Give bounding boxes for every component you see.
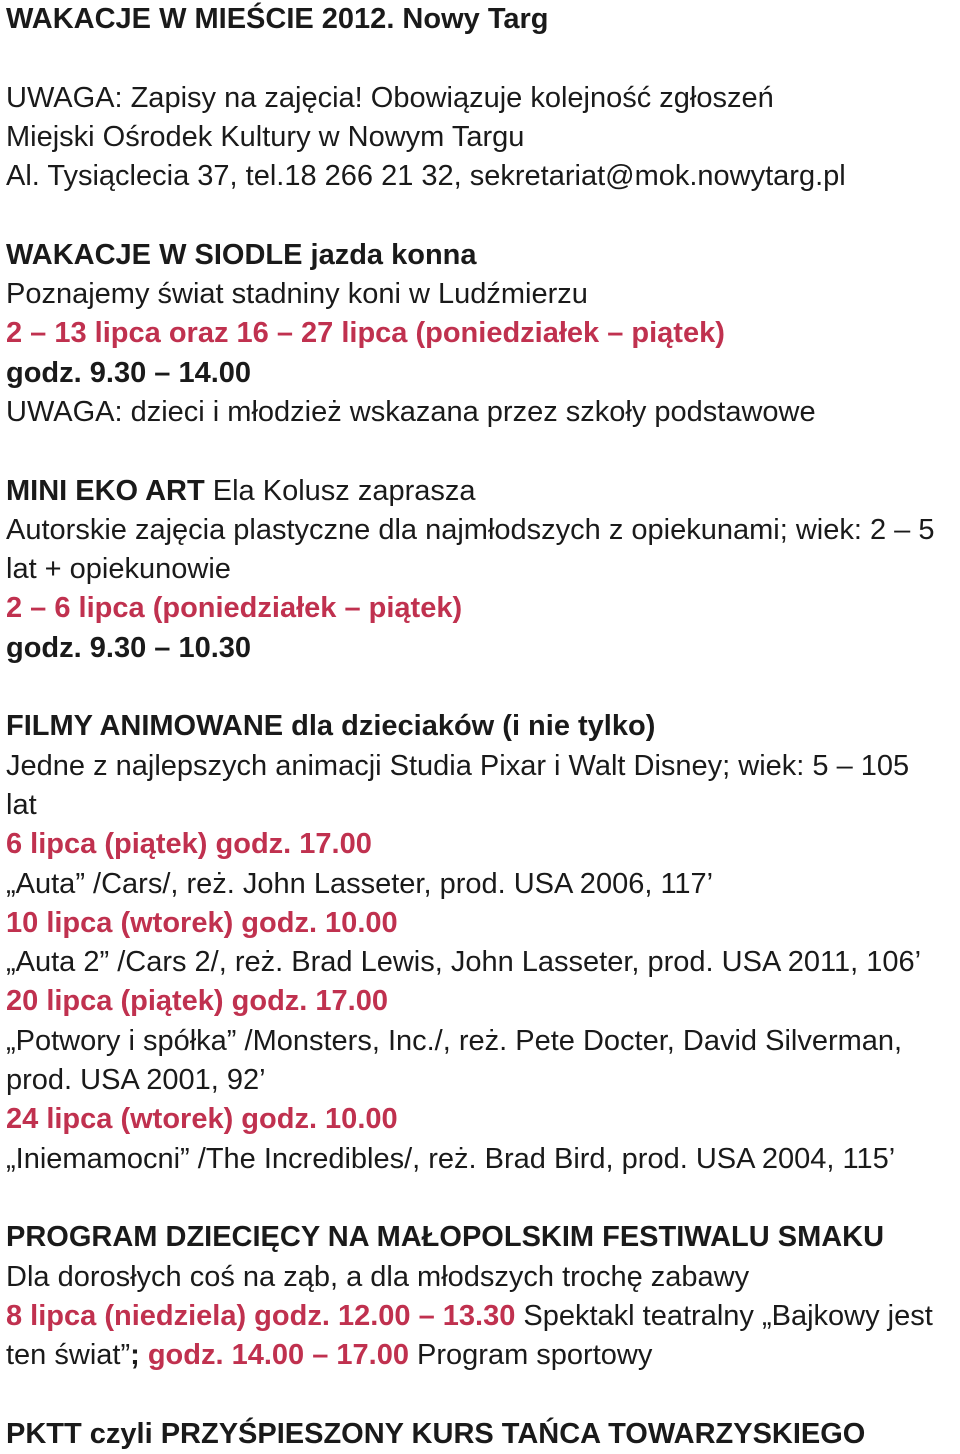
siodle-dates: 2 – 13 lipca oraz 16 – 27 lipca (poniedziałek – piątek)	[6, 317, 725, 350]
filmy-description-line: Jedne z najlepszych animacji Studia Pixar i Walt Disney; wiek: 5 – 105	[6, 749, 910, 782]
spacer	[6, 432, 958, 471]
institution-address: Al. Tysiąclecia 37, tel.18 266 21 32, sekretariat@mok.nowytarg.pl	[6, 160, 846, 193]
document-page	[6, 0, 958, 1454]
festiwal-separator: ;	[130, 1339, 140, 1372]
screening-date: 10 lipca (wtorek) godz. 10.00	[6, 906, 398, 939]
spacer	[6, 1179, 958, 1218]
siodle-description: Poznajemy świat stadniny koni w Ludźmierzu	[6, 278, 588, 311]
ekoart-dates: 2 – 6 lipca (poniedziałek – piątek)	[6, 592, 463, 625]
registration-notice: UWAGA: Zapisy na zajęcia! Obowiązuje kolejność zgłoszeń	[6, 81, 774, 114]
section-heading-ekoart	[6, 472, 958, 511]
section-title-siodle: WAKACJE W SIODLE jazda konna	[6, 238, 477, 271]
screening-film: „Auta 2” /Cars 2/, reż. Brad Lewis, John Lasseter, prod. USA 2011, 106’	[6, 946, 922, 979]
filmy-description-line: lat	[6, 788, 37, 821]
spacer	[6, 1375, 958, 1414]
screening-film: „Auta” /Cars/, reż. John Lasseter, prod. USA 2006, 117’	[6, 867, 714, 900]
page-title: WAKACJE W MIEŚCIE 2012. Nowy Targ	[6, 3, 549, 35]
screening-film: prod. USA 2001, 92’	[6, 1064, 266, 1097]
spacer	[6, 39, 958, 78]
festiwal-description: Dla dorosłych coś na ząb, a dla młodszych trochę zabawy	[6, 1260, 750, 1293]
siodle-hours: godz. 9.30 – 14.00	[6, 356, 252, 389]
screening-film: „Potwory i spółka” /Monsters, Inc./, reż. Pete Docter, David Silverman,	[6, 1024, 903, 1057]
screening-date: 24 lipca (wtorek) godz. 10.00	[6, 1103, 398, 1136]
spacer	[6, 196, 958, 235]
section-title-ekoart: MINI EKO ART	[6, 474, 205, 507]
screening-date: 20 lipca (piątek) godz. 17.00	[6, 985, 388, 1018]
festiwal-event-text: ten świat”	[6, 1339, 131, 1372]
institution-name: Miejski Ośrodek Kultury w Nowym Targu	[6, 120, 525, 153]
ekoart-description-line: Autorskie zajęcia plastyczne dla najmłodszych z opiekunami; wiek: 2 – 5	[6, 513, 935, 546]
section-title-filmy: FILMY ANIMOWANE dla dzieciaków (i nie tylko)	[6, 710, 656, 743]
festiwal-event-text: Spektakl teatralny „Bajkowy jest	[515, 1299, 933, 1332]
ekoart-hours: godz. 9.30 – 10.30	[6, 631, 252, 664]
screening-film: „Iniemamocni” /The Incredibles/, reż. Brad Bird, prod. USA 2004, 115’	[6, 1142, 896, 1175]
festiwal-event-line	[6, 1336, 958, 1375]
festiwal-event-text: Program sportowy	[408, 1339, 653, 1372]
siodle-note: UWAGA: dzieci i młodzież wskazana przez szkoły podstawowe	[6, 395, 816, 428]
section-title-pktt: PKTT czyli PRZYŚPIESZONY KURS TAŃCA TOWARZYSKIEGO	[6, 1417, 866, 1450]
festiwal-date: 8 lipca (niedziela) godz. 12.00 – 13.30	[6, 1299, 516, 1332]
section-title-festiwal: PROGRAM DZIECIĘCY NA MAŁOPOLSKIM FESTIWALU SMAKU	[6, 1221, 885, 1254]
screening-date: 6 lipca (piątek) godz. 17.00	[6, 828, 372, 861]
ekoart-description-line: lat + opiekunowie	[6, 553, 231, 586]
ekoart-subtitle: Ela Kolusz zaprasza	[204, 474, 476, 507]
festiwal-date: godz. 14.00 – 17.00	[139, 1339, 409, 1372]
spacer	[6, 668, 958, 707]
festiwal-event-line	[6, 1297, 958, 1336]
